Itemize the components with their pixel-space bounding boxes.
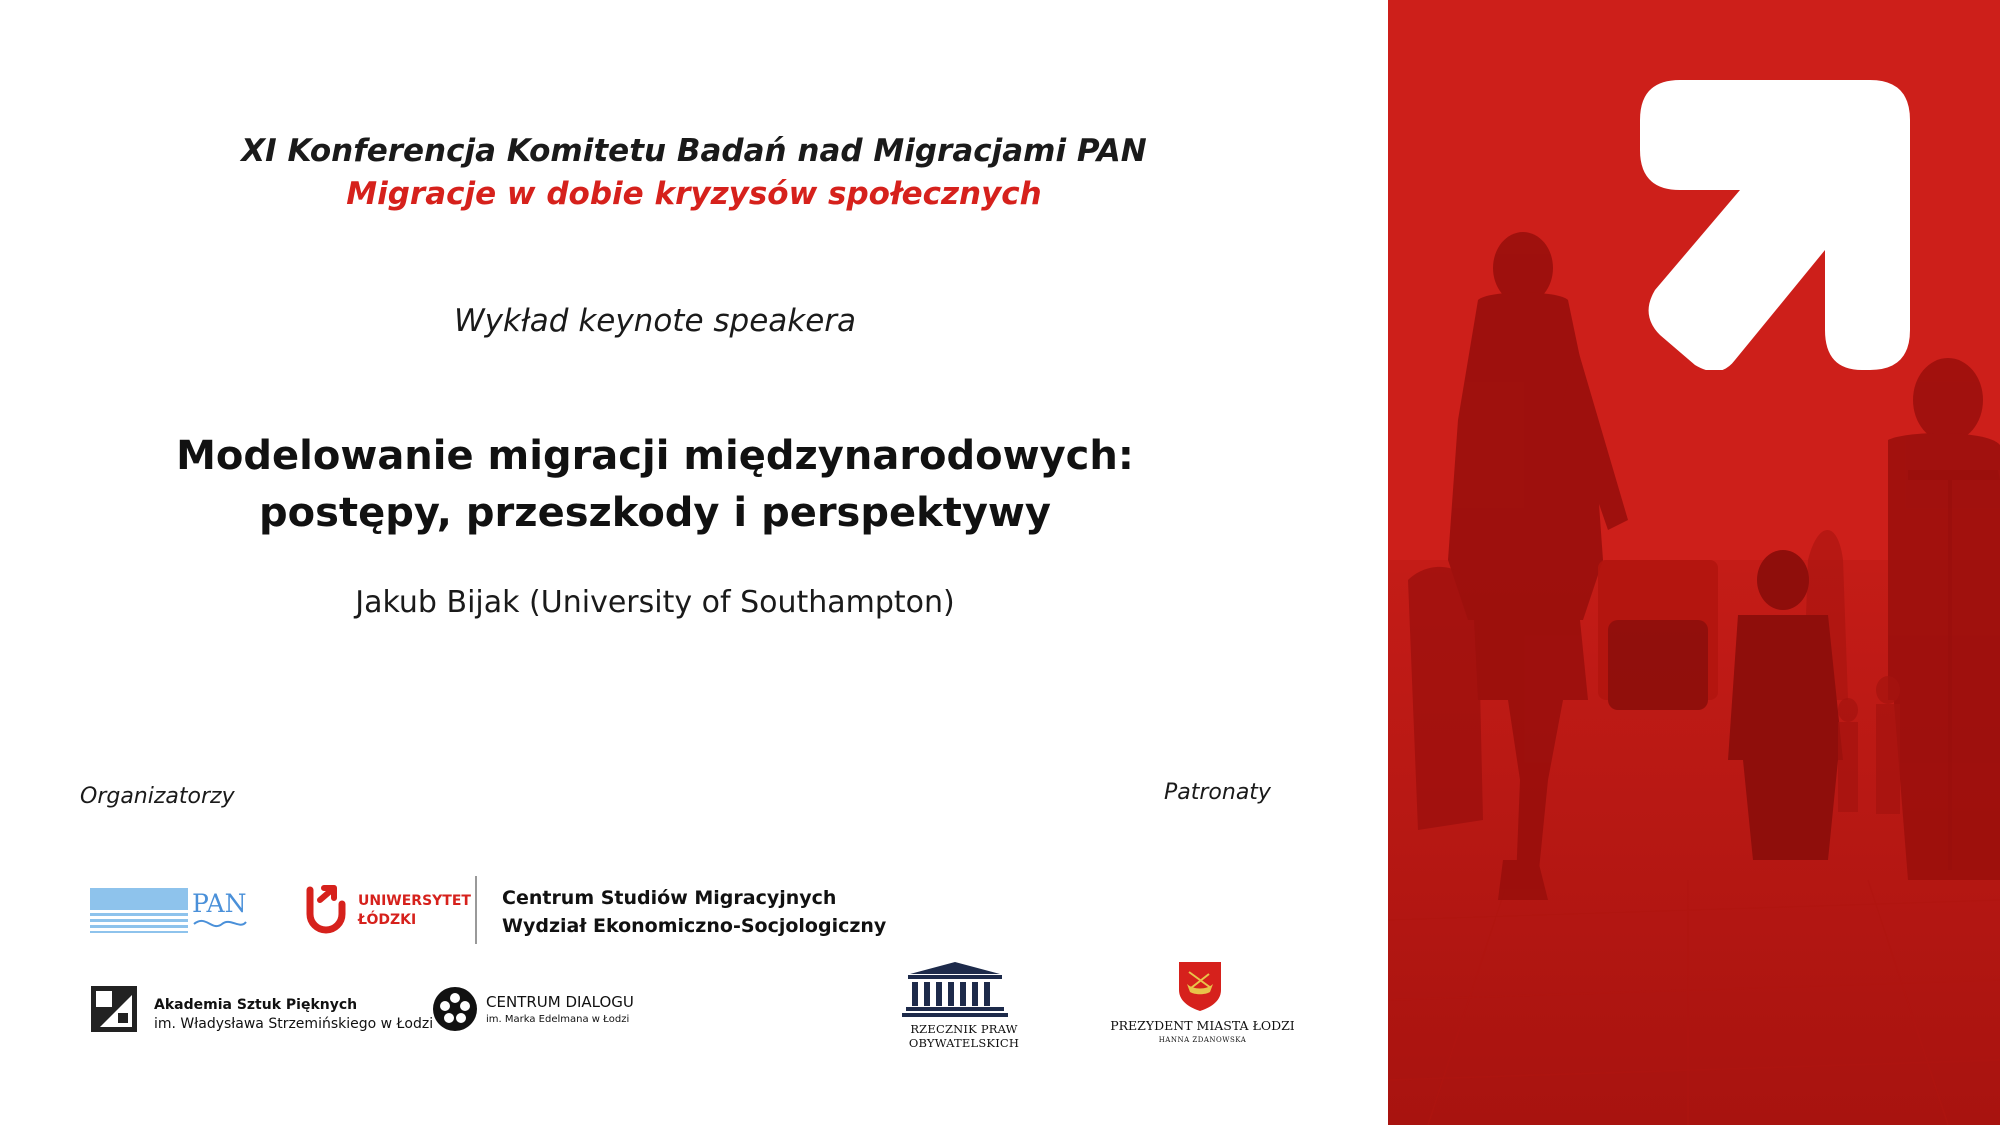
pmlodz-line1: PREZYDENT MIASTA ŁODZI xyxy=(1110,1018,1295,1033)
ul-logo-line2: ŁÓDZKI xyxy=(358,912,417,928)
conference-title: XI Konferencja Komitetu Badań nad Migracjami PAN xyxy=(241,133,1147,169)
arrow-logo-icon xyxy=(1640,80,1910,370)
red-photo-panel xyxy=(1388,0,2000,1125)
rpo-text: RZECZNIK PRAW OBYWATELSKICH xyxy=(908,1022,1020,1050)
pmlodz-text xyxy=(1110,1018,1295,1048)
talk-title-line1: Modelowanie migracji międzynarodowych: xyxy=(176,433,1134,479)
pmlodz-line2: HANNA ZDANOWSKA xyxy=(1158,1036,1247,1044)
patrons-label: Patronaty xyxy=(1164,780,1271,805)
pan-logo xyxy=(90,886,248,934)
asp-line2: im. Władysława Strzemińskiego w Łodzi xyxy=(154,1016,434,1032)
lecture-type: Wykład keynote speakera xyxy=(453,303,857,339)
cd-line1: CENTRUM DIALOGU xyxy=(486,993,634,1011)
ul-logo xyxy=(306,884,471,936)
conference-subtitle: Migracje w dobie kryzysów społecznych xyxy=(346,176,1042,212)
talk-title-line2: postępy, przeszkody i perspektywy xyxy=(259,490,1051,536)
speaker: Jakub Bijak (University of Southampton) xyxy=(355,585,955,620)
asp-text xyxy=(154,996,433,1034)
divider xyxy=(475,876,477,944)
csm-line1: Centrum Studiów Migracyjnych xyxy=(502,887,837,909)
csm-line2: Wydział Ekonomiczno-Socjologiczny xyxy=(502,915,887,937)
talk-title xyxy=(0,428,1310,542)
organizers-label: Organizatorzy xyxy=(80,784,235,809)
cd-line2: im. Marka Edelmana w Łodzi xyxy=(486,1014,630,1025)
asp-logo xyxy=(90,985,138,1033)
asp-line1: Akademia Sztuk Pięknych xyxy=(154,997,358,1013)
ul-logo-line1: UNIWERSYTET xyxy=(358,893,471,909)
csm-text xyxy=(502,884,886,940)
centrum-dialogu-text xyxy=(486,994,634,1028)
pan-logo-text: PAN xyxy=(192,889,247,918)
lodz-coat-of-arms-icon xyxy=(1175,960,1225,1012)
centrum-dialogu-logo xyxy=(432,986,478,1032)
